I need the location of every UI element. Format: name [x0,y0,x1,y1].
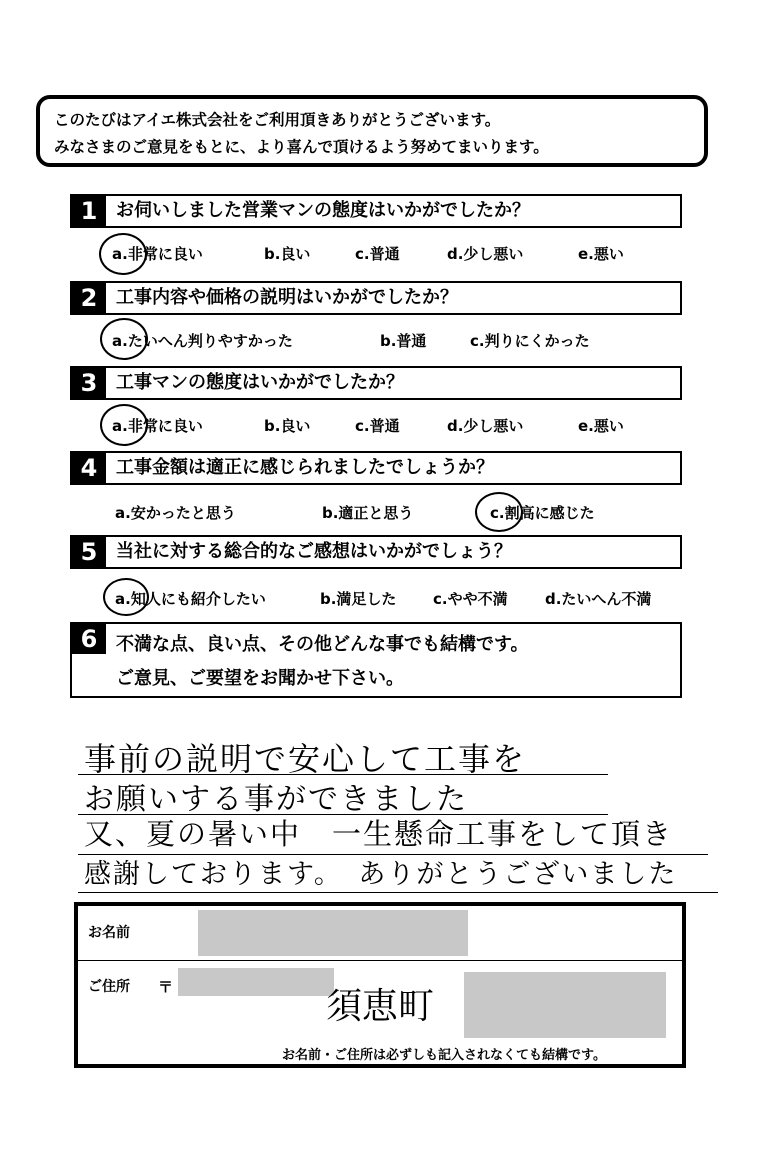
question-6-line-1: 不満な点、良い点、その他どんな事でも結構です。 [116,634,529,655]
address-label: ご住所 [88,979,130,995]
q1-option-e[interactable]: e.悪い [578,245,624,263]
question-text: 工事マンの態度はいかがでしたか？ [116,372,404,393]
intro-box [36,95,708,167]
question-2 [70,281,682,315]
comment-line-4: 感謝しております。 ありがとうございました [84,859,678,890]
comment-line-1: 事前の説明で安心して工事を [84,740,527,778]
question-number: 2 [72,283,106,313]
q4-option-a[interactable]: a.安かったと思う [115,504,236,522]
intro-line-1: このたびはアイエ株式会社をご利用頂きありがとうございます。 [54,111,501,129]
question-number: 1 [72,196,106,226]
redacted-postal-code [178,968,334,996]
q1-option-d[interactable]: d.少し悪い [447,245,524,263]
q3-option-c[interactable]: c.普通 [355,417,400,435]
q1-option-c[interactable]: c.普通 [355,245,400,263]
question-6 [70,622,682,698]
q1-option-a[interactable]: a.非常に良い [112,245,203,263]
q5-option-d[interactable]: d.たいへん不満 [545,590,652,608]
question-number: 3 [72,368,106,398]
form-note: お名前・ご住所は必ずしも記入されなくても結構です。 [282,1048,606,1063]
question-text: 当社に対する総合的なご感想はいかがでしょう？ [116,541,512,562]
redacted-name [198,910,468,956]
comment-underline [78,892,718,893]
question-3 [70,366,682,400]
question-5 [70,535,682,569]
comment-line-3: 又、夏の暑い中 一生懸命工事をして頂き [84,817,674,851]
q5-option-b[interactable]: b.満足した [320,590,397,608]
question-6-line-2: ご意見、ご要望をお聞かせ下さい。 [116,668,404,689]
redacted-address [464,972,666,1038]
q3-option-e[interactable]: e.悪い [578,417,624,435]
postal-mark: 〒 [158,978,174,996]
question-number: 5 [72,537,106,567]
question-text: お伺いしました営業マンの態度はいかがでしたか？ [116,200,530,221]
question-number: 6 [72,624,106,654]
q4-option-c[interactable]: c.割高に感じた [490,504,595,522]
question-1 [70,194,682,228]
q2-option-c[interactable]: c.判りにくかった [470,332,590,350]
q1-option-b[interactable]: b.良い [264,245,311,263]
q5-option-c[interactable]: c.やや不満 [433,590,508,608]
intro-line-2: みなさまのご意見をもとに、より喜んで頂けるよう努めてまいります。 [54,138,549,156]
q2-option-b[interactable]: b.普通 [380,332,427,350]
form-divider [78,960,682,961]
q5-option-a[interactable]: a.知人にも紹介したい [115,590,266,608]
name-label: お名前 [88,925,130,941]
q3-option-b[interactable]: b.良い [264,417,311,435]
question-text: 工事金額は適正に感じられましたでしょうか？ [116,457,494,478]
question-text: 工事内容や価格の説明はいかがでしたか？ [116,287,458,308]
question-number: 4 [72,453,106,483]
contact-form [74,902,686,1068]
q3-option-a[interactable]: a.非常に良い [112,417,203,435]
q4-option-b[interactable]: b.適正と思う [322,504,414,522]
q2-option-a[interactable]: a.たいへん判りやすかった [112,332,293,350]
address-handwritten: 須恵町 [326,986,435,1027]
comment-line-2: お願いする事ができました [84,782,468,817]
q3-option-d[interactable]: d.少し悪い [447,417,524,435]
question-4 [70,451,682,485]
